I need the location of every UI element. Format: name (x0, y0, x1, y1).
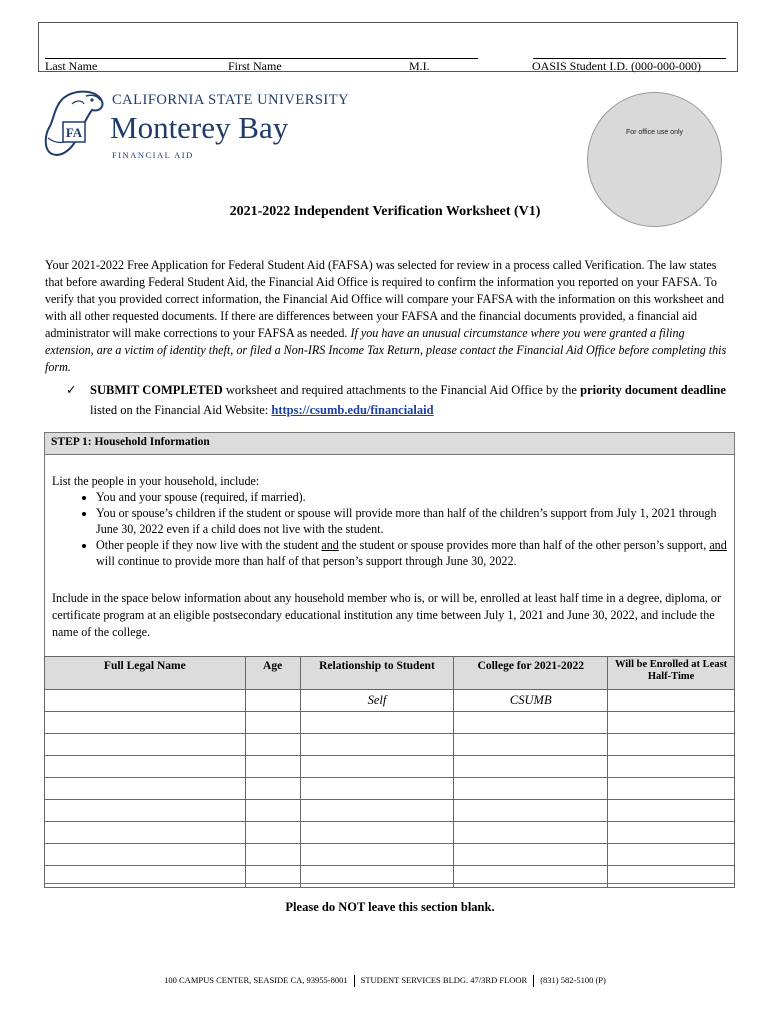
submit-text-1: worksheet and required attachments to the Financial Aid Office by the (222, 383, 581, 397)
name-cell[interactable] (45, 734, 246, 756)
name-cell[interactable] (45, 712, 246, 734)
logo-dept-line: FINANCIAL AID (112, 150, 194, 160)
relationship-cell[interactable] (300, 712, 454, 734)
enrolled-cell[interactable] (608, 734, 735, 756)
relationship-cell[interactable] (300, 822, 454, 844)
table-row (45, 866, 735, 888)
enrolled-cell[interactable] (608, 712, 735, 734)
list-item: • Other people if they now live with the student and the student or spouse provides more than half of the other person’s support, and will continue to provide more than half of that person’s support through June 30, 2022. (96, 537, 732, 569)
step1-heading: STEP 1: Household Information (44, 432, 735, 455)
relationship-cell[interactable] (300, 800, 454, 822)
csumb-logo (42, 88, 350, 168)
office-use-label: For office use only (625, 129, 684, 136)
table-header-row (45, 657, 735, 690)
col-relationship-header: Relationship to Student (300, 657, 454, 690)
age-cell[interactable] (245, 822, 300, 844)
enrolled-cell[interactable] (608, 756, 735, 778)
col-enrolled-header: Will be Enrolled at Least Half-Time (608, 657, 735, 690)
age-cell[interactable] (245, 734, 300, 756)
relationship-cell[interactable] (300, 844, 454, 866)
list-item: • You and your spouse (required, if married). (96, 489, 732, 505)
checkmark-icon: ✓ (66, 383, 77, 397)
table-row (45, 712, 735, 734)
relationship-cell[interactable] (300, 734, 454, 756)
table-row (45, 690, 735, 712)
intro-paragraph (45, 257, 735, 376)
name-cell[interactable] (45, 844, 246, 866)
age-cell[interactable] (245, 866, 300, 888)
last-name-label: Last Name (45, 59, 98, 73)
name-cell[interactable] (45, 822, 246, 844)
page-title: 2021-2022 Independent Verification Worksheet (V1) (229, 204, 541, 219)
name-cell[interactable] (45, 866, 246, 888)
otter-mascot-icon (42, 88, 112, 168)
college-cell[interactable] (454, 712, 608, 734)
footer-building: STUDENT SERVICES BLDG. 47/3RD FLOOR (360, 975, 528, 985)
page-footer (0, 975, 770, 987)
first-name-label: First Name (228, 59, 282, 73)
table-row (45, 800, 735, 822)
enrolled-cell[interactable] (608, 844, 735, 866)
mascot-letters: FA (65, 125, 83, 140)
age-cell[interactable] (245, 690, 300, 712)
college-cell[interactable]: CSUMB (454, 690, 608, 712)
list-item: • You or spouse’s children if the student or spouse will provide more than half of the children’s support from July 1, 2021 through June 30, 2022 even if a child does not live with the student. (96, 505, 732, 537)
college-cell[interactable] (454, 866, 608, 888)
intro-text: Your 2021-2022 Free Application for Federal Student Aid (FAFSA) was selected for review in a process called Verification. The law states that before awarding Federal Student Aid, the Financial Aid Office is required to confirm the information you reported on your FAFSA. To verify that you provided correct information, the Financial Aid Office will compare your FAFSA with the information on this worksheet and with all other requested documents. If there are differences between your FAFSA and the financial documents provided, a financial aid administrator will make corrections to your FAFSA as needed. (45, 258, 725, 340)
name-cell[interactable] (45, 690, 246, 712)
logo-university-line: CALIFORNIA STATE UNIVERSITY (112, 92, 350, 108)
age-cell[interactable] (245, 756, 300, 778)
relationship-cell[interactable] (300, 866, 454, 888)
enrolled-cell[interactable] (608, 690, 735, 712)
name-cell[interactable] (45, 778, 246, 800)
submit-text-2: listed on the Financial Aid Website: (90, 403, 272, 417)
enrolled-cell[interactable] (608, 778, 735, 800)
footer-phone: (831) 582-5100 (P) (540, 975, 606, 985)
col-name-header: Full Legal Name (45, 657, 246, 690)
household-table (44, 656, 735, 888)
deadline-bold: priority document deadline (580, 383, 726, 397)
college-cell[interactable] (454, 844, 608, 866)
logo-campus-line: Monterey Bay (110, 110, 289, 145)
relationship-cell[interactable] (300, 756, 454, 778)
college-cell[interactable] (454, 778, 608, 800)
footer-divider (354, 975, 355, 987)
name-cell[interactable] (45, 800, 246, 822)
footer-divider (533, 975, 534, 987)
relationship-cell[interactable]: Self (300, 690, 454, 712)
table-row (45, 844, 735, 866)
table-row (45, 822, 735, 844)
enrolled-cell[interactable] (608, 822, 735, 844)
col-age-header: Age (245, 657, 300, 690)
list-intro: List the people in your household, include: (52, 474, 260, 488)
financial-aid-link[interactable]: https://csumb.edu/financialaid (271, 403, 434, 417)
college-cell[interactable] (454, 756, 608, 778)
enrolled-cell[interactable] (608, 866, 735, 888)
age-cell[interactable] (245, 778, 300, 800)
table-row (45, 778, 735, 800)
age-cell[interactable] (245, 800, 300, 822)
table-row (45, 756, 735, 778)
college-cell[interactable] (454, 822, 608, 844)
table-row (45, 734, 735, 756)
mi-label: M.I. (409, 59, 430, 73)
age-cell[interactable] (245, 844, 300, 866)
household-list (52, 473, 732, 569)
age-cell[interactable] (245, 712, 300, 734)
student-info-box (38, 22, 738, 72)
student-id-label: OASIS Student I.D. (000-000-000) (532, 59, 701, 73)
college-cell[interactable] (454, 734, 608, 756)
submit-bold: SUBMIT COMPLETED (90, 383, 223, 397)
include-paragraph: Include in the space below information about any household member who is, or will be, enrolled at least half time in a degree, diploma, or certificate program at an eligible postsecondary educational institution any time between July 1, 2021 and June 30, 2022, and include the name of the college. (52, 591, 721, 639)
college-cell[interactable] (454, 800, 608, 822)
relationship-cell[interactable] (300, 778, 454, 800)
col-college-header: College for 2021-2022 (454, 657, 608, 690)
intro-italic-text: If you have an unusual circumstance where you were granted a filing extension, are a victim of identity theft, or filed a Non-IRS Income Tax Return, please contact the Financial Aid Office before completing this form. (45, 326, 727, 374)
enrolled-cell[interactable] (608, 800, 735, 822)
blank-notice: Please do NOT leave this section blank. (285, 900, 495, 914)
footer-address: 100 CAMPUS CENTER, SEASIDE CA, 93955-8001 (164, 975, 348, 985)
name-cell[interactable] (45, 756, 246, 778)
